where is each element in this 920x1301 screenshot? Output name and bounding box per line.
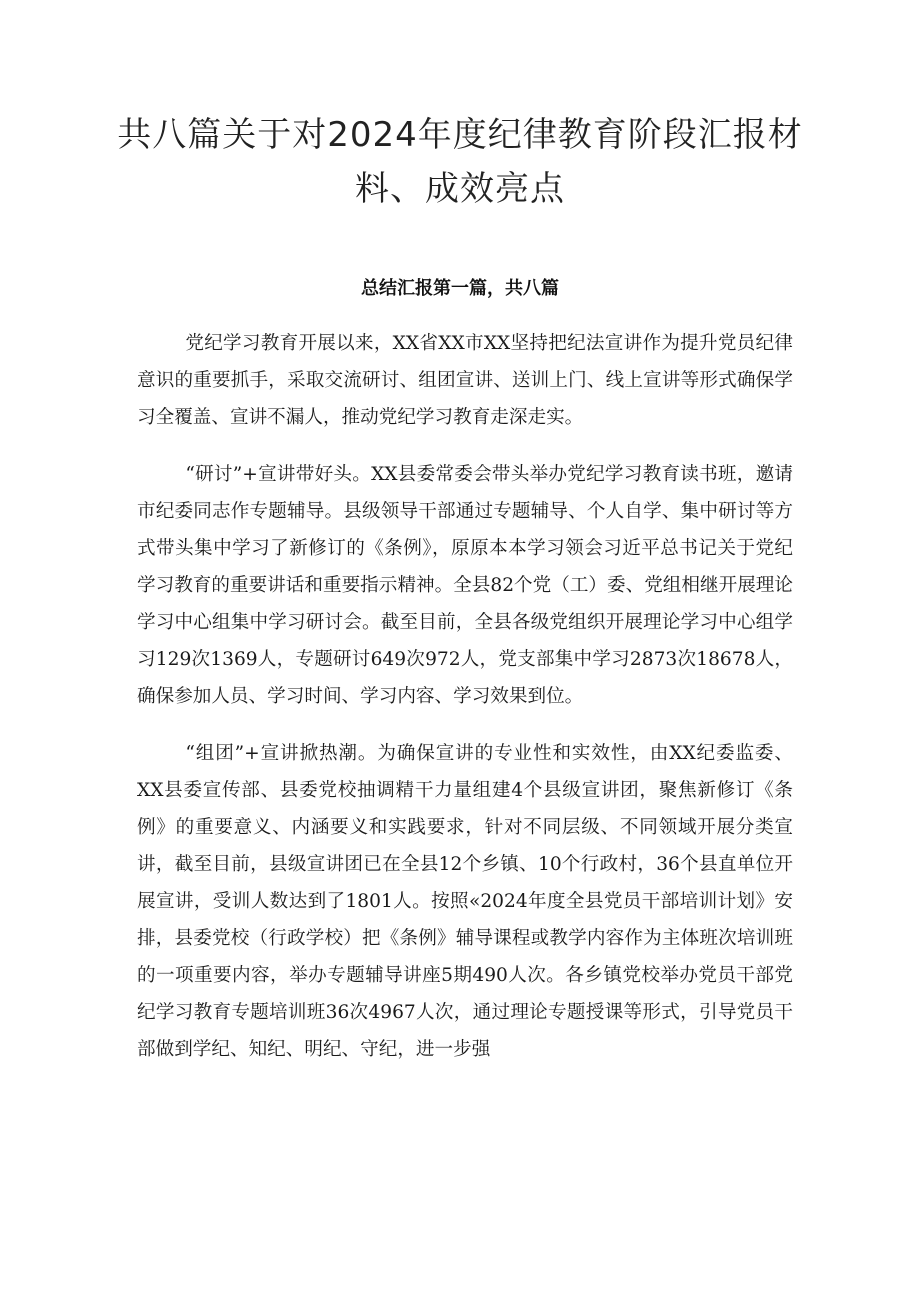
document-body <box>137 325 793 1068</box>
paragraph-lecture-group: “组团”+宣讲掀热潮。为确保宣讲的专业性和实效性，由XX纪委监委、XX县委宣传部、县委党校抽调精干力量组建4个县级宣讲团，聚焦新修订《条例》的重要意义、内涵要义和实践要求，针对不同层级、不同领域开展分类宣讲，截至目前，县级宣讲团已在全县12个乡镇、10个行政村，36个县直单位开展宣讲，受训人数达到了1801人。按照«2024年度全县党员干部培训计划》安排，县委党校（行政学校）把《条例》辅导课程或教学内容作为主体班次培训班的一项重要内容，举办专题辅导讲座5期490人次。各乡镇党校举办党员干部党纪学习教育专题培训班36次4967人次，通过理论专题授课等形式，引导党员干部做到学纪、知纪、明纪、守纪，进一步强 <box>137 743 793 1060</box>
paragraph-intro: 党纪学习教育开展以来，XX省XX市XX坚持把纪法宣讲作为提升党员纪律意识的重要抓手，采取交流研讨、组团宣讲、送训上门、线上宣讲等形式确保学习全覆盖、宣讲不漏人，推动党纪学习教育走深走实。 <box>137 333 793 428</box>
document-title: 共八篇关于对2024年度纪律教育阶段汇报材料、成效亮点 <box>117 115 803 209</box>
section-heading: 总结汇报第一篇，共八篇 <box>361 278 559 299</box>
paragraph-discussion: “研讨”+宣讲带好头。XX县委常委会带头举办党纪学习教育读书班，邀请市纪委同志作专题辅导。县级领导干部通过专题辅导、个人自学、集中研讨等方式带头集中学习了新修订的《条例》，原原本本学习领会习近平总书记关于党纪学习教育的重要讲话和重要指示精神。全县82个党（工）委、党组相继开展理论学习中心组集中学习研讨会。截至目前，全县各级党组织开展理论学习中心组学习129次1369人，专题研讨649次972人，党支部集中学习2873次18678人，确保参加人员、学习时间、学习内容、学习效果到位。 <box>137 464 793 707</box>
